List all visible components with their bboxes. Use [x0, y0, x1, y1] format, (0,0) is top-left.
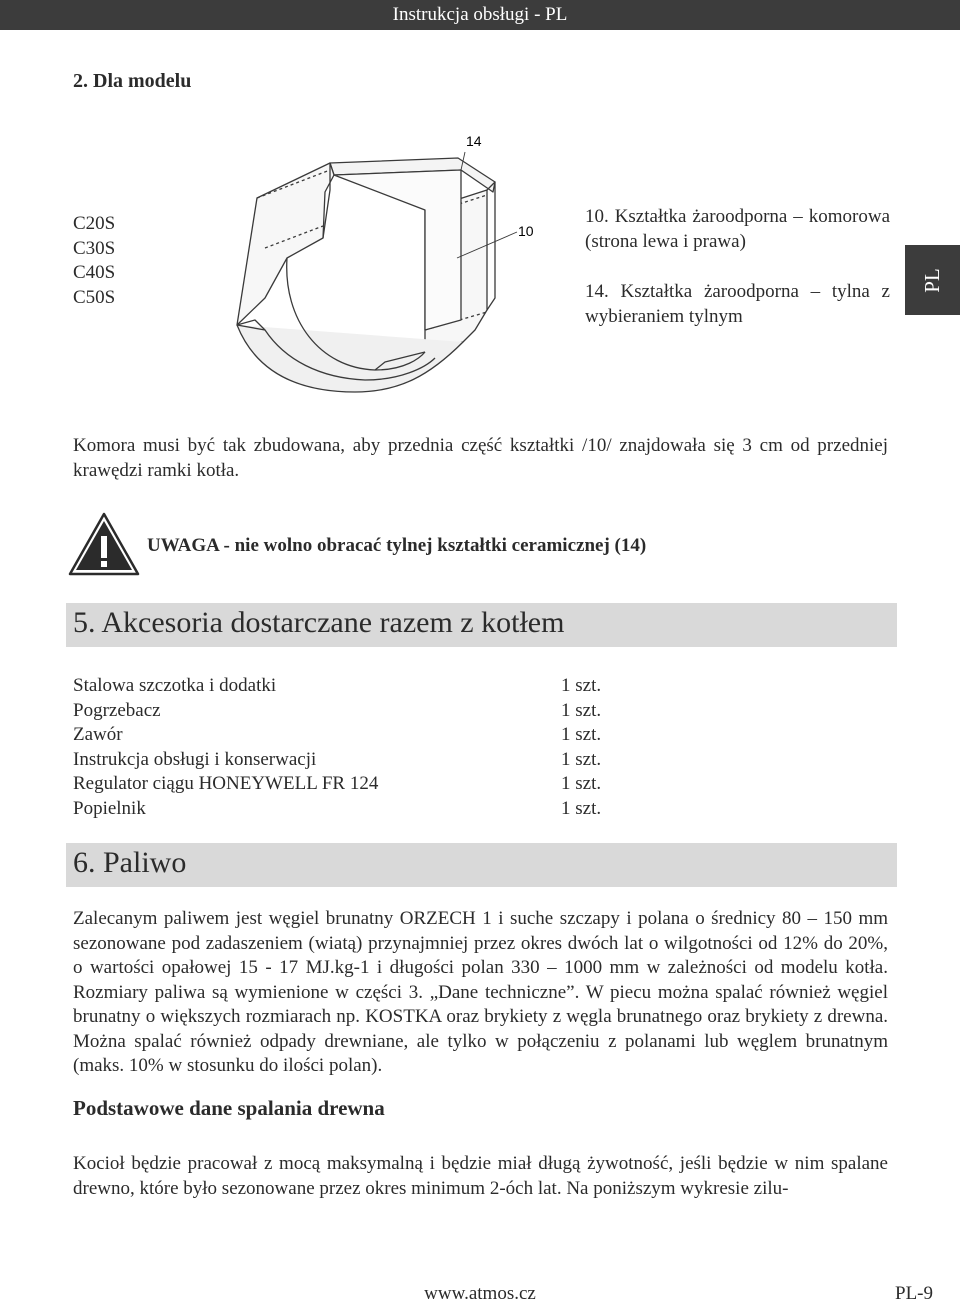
- accessory-qty: 1 szt.: [561, 675, 602, 696]
- combustion-text: Kocioł będzie pracował z mocą maksymalną i będzie miał długą żywotność, jeśli będzie w nim spalane drewno, które było sezonowane przez okres minimum 2-óch lat. Na poniższym wykresie zilu-: [73, 1153, 888, 1199]
- header-title: Instrukcja obsługi - PL: [392, 4, 568, 25]
- list-item: [73, 675, 633, 700]
- accessory-name: Popielnik: [73, 797, 146, 819]
- legend-item: 14. Kształtka żaroodporna – tylna z wybieraniem tylnym: [585, 281, 890, 327]
- chamber-drawing: [225, 130, 545, 405]
- model-item: C50S: [73, 286, 116, 308]
- list-item: [73, 700, 633, 725]
- model-item: C20S: [73, 213, 116, 234]
- page-number: PL-9: [895, 1283, 933, 1304]
- list-item: [73, 773, 633, 798]
- model-item: C30S: [73, 237, 116, 259]
- accessory-qty: 1 szt.: [561, 797, 602, 819]
- accessory-qty: 1 szt.: [561, 724, 602, 745]
- model-item: C40S: [73, 262, 116, 283]
- list-item: [73, 798, 633, 823]
- accessory-name: Stalowa szczotka i dodatki: [73, 675, 277, 696]
- accessories-heading: 5. Akcesoria dostarczane razem z kotłem: [73, 606, 565, 639]
- model-heading: 2. Dla modelu: [73, 70, 192, 92]
- accessory-qty: 1 szt.: [561, 748, 602, 770]
- language-tab-label-wrap: [905, 245, 960, 315]
- accessory-name: Regulator ciągu HONEYWELL FR 124: [73, 773, 379, 794]
- warning-text: UWAGA - nie wolno obracać tylnej kształtki ceramicznej (14): [147, 535, 647, 556]
- accessories-list: [73, 675, 633, 822]
- section-bar: [66, 843, 897, 887]
- accessory-qty: 1 szt.: [561, 699, 602, 721]
- accessory-qty: 1 szt.: [561, 773, 602, 794]
- accessory-name: Instrukcja obsługi i konserwacji: [73, 748, 317, 770]
- list-item: [73, 724, 633, 749]
- language-tab-label: PL: [919, 267, 944, 293]
- warning-icon: [68, 512, 140, 583]
- list-item: [73, 749, 633, 774]
- accessory-name: Pogrzebacz: [73, 699, 161, 721]
- callout-14: 14: [466, 133, 482, 149]
- chamber-note: Komora musi być tak zbudowana, aby przednia część kształtki /10/ znajdowała się 3 cm od przedniej krawędzi ramki kotła.: [73, 435, 888, 481]
- fuel-heading: 6. Paliwo: [73, 846, 187, 879]
- chamber-drawing-svg: [225, 130, 545, 400]
- legend-item: 10. Kształtka żaroodporna – komorowa (strona lewa i prawa): [585, 206, 890, 252]
- footer-url: www.atmos.cz: [424, 1283, 536, 1304]
- model-list: [73, 212, 115, 310]
- fuel-text: Zalecanym paliwem jest węgiel brunatny ORZECH 1 i suche szczapy i polana o średnicy 80 – 150 mm sezonowane pod zadaszeniem (wiatą) przynajmniej przez okres dwóch lat o wilgotności od 12% do 20%, o wartości opałowej 15 - 17 MJ.kg-1 i długości polan 330 – 1000 mm w zależności od modelu kotła. Rozmiary paliwa są wymienione w części 3. „Dane techniczne”. W piecu można spalać również węgiel brunatny o większych rozmiarach np. KOSTKA oraz brykiety z węgla brunatnego oraz brykiety z drewna. Można spalać również odpady drewniane, ale tylko w połączeniu z polanami lub węglem brunatnym (maks. 10% w stosunku do ilości polan).: [73, 908, 888, 1076]
- callout-10: 10: [518, 223, 534, 239]
- accessory-name: Zawór: [73, 724, 123, 745]
- combustion-heading: Podstawowe dane spalania drewna: [73, 1096, 385, 1120]
